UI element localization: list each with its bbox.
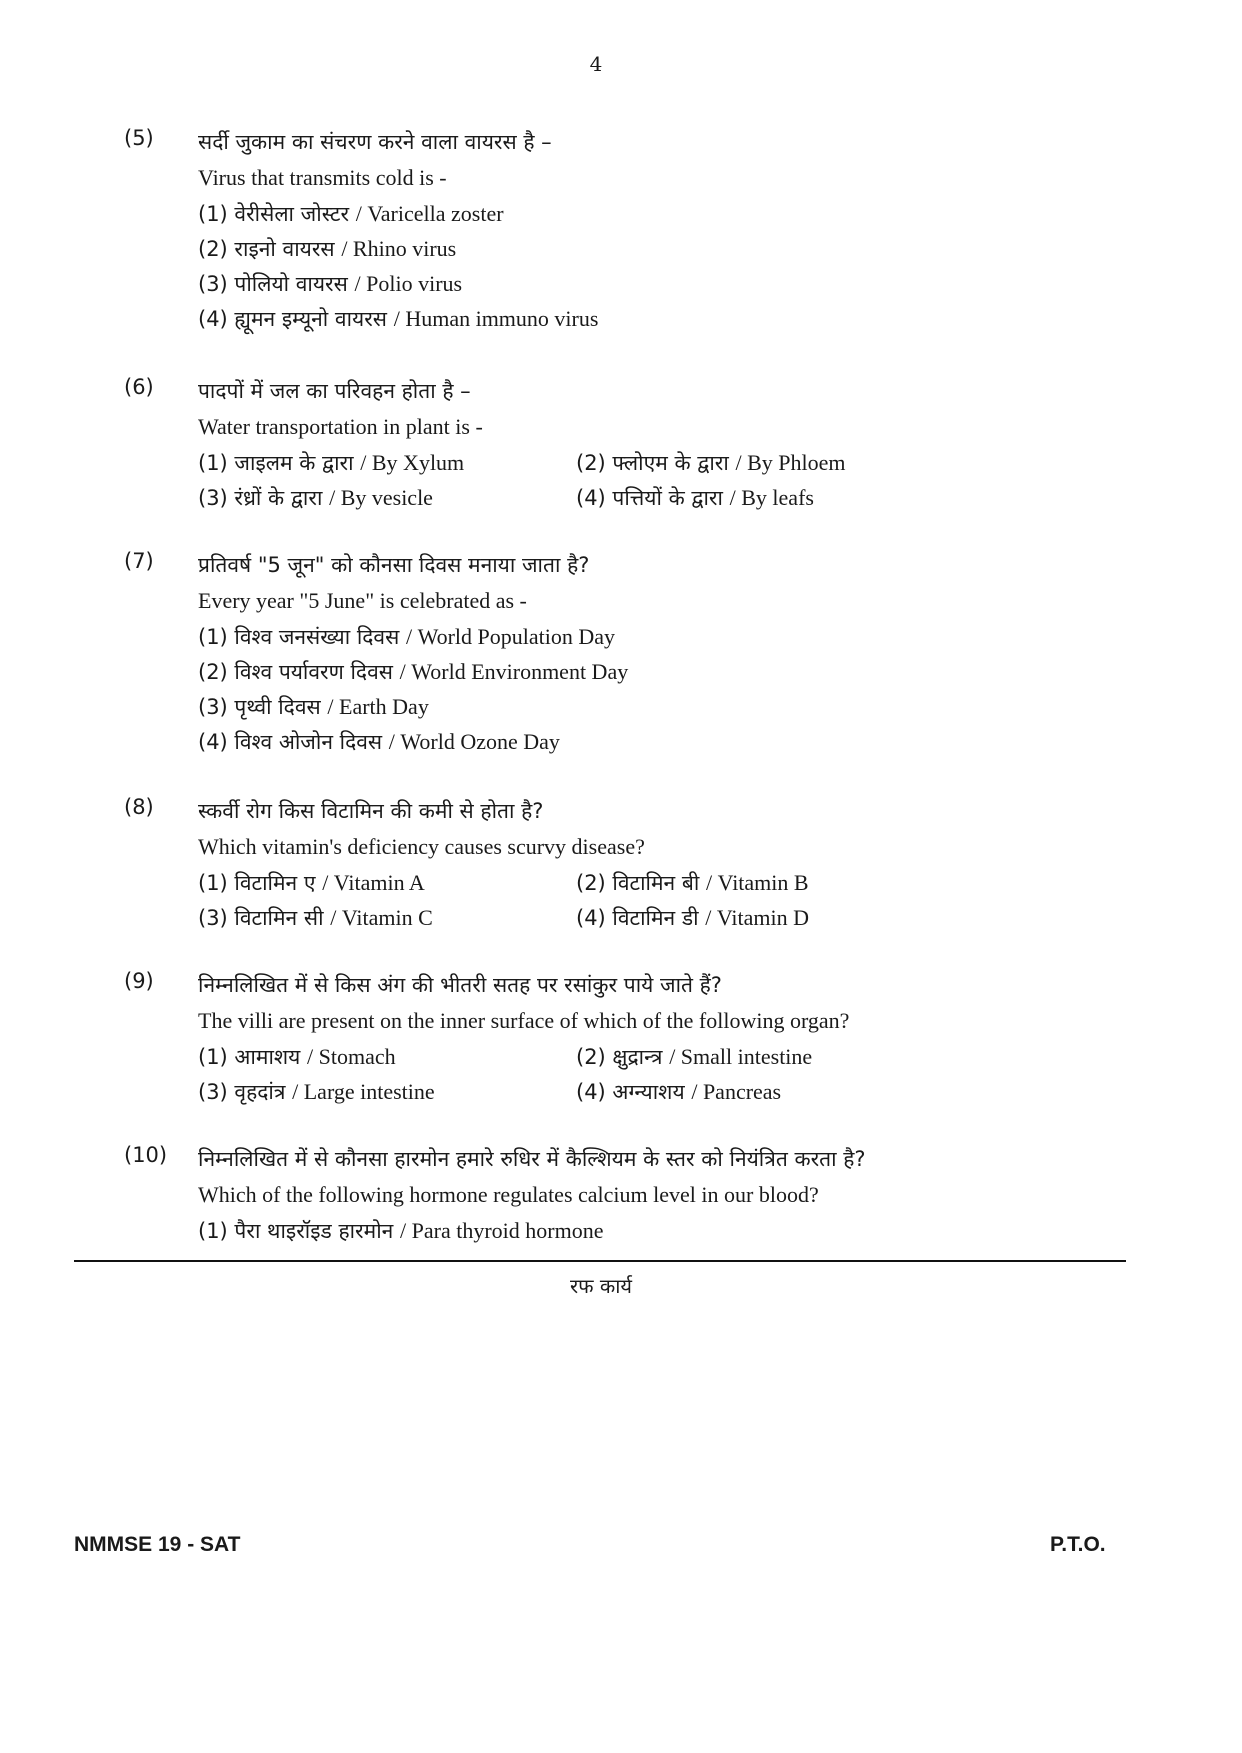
option-1: (1) विटामिन ए / Vitamin A [198, 870, 425, 895]
option-1: (1) पैरा थाइरॉइड हारमोन / Para thyroid hormone [198, 1218, 604, 1243]
option-3: (3) पृथ्वी दिवस / Earth Day [198, 694, 429, 719]
option-3: (3) रंध्रों के द्वारा / By vesicle [198, 485, 433, 510]
option-4: (4) पत्तियों के द्वारा / By leafs [576, 485, 814, 510]
question-english: Which of the following hormone regulates calcium level in our blood? [198, 1182, 819, 1207]
question-number: (6) [124, 375, 154, 399]
option-4: (4) ह्यूमन इम्यूनो वायरस / Human immuno virus [198, 306, 599, 331]
option-1: (1) जाइलम के द्वारा / By Xylum [198, 450, 465, 475]
option-3: (3) पोलियो वायरस / Polio virus [198, 271, 463, 296]
option-1: (1) आमाशय / Stomach [198, 1044, 396, 1069]
question-hindi: निम्नलिखित में से किस अंग की भीतरी सतह पर रसांकुर पाये जाते हैं? [198, 973, 722, 997]
option-3: (3) वृहदांत्र / Large intestine [198, 1079, 435, 1104]
question-hindi: प्रतिवर्ष "5 जून" को कौनसा दिवस मनाया जाता है? [198, 553, 590, 577]
question-number: (8) [124, 795, 154, 819]
question-english: Every year "5 June" is celebrated as - [198, 588, 527, 613]
option-1: (1) विश्व जनसंख्या दिवस / World Population Day [198, 624, 616, 649]
question-english: Water transportation in plant is - [198, 414, 483, 439]
question-english: The villi are present on the inner surface of which of the following organ? [198, 1008, 850, 1033]
option-4: (4) विश्व ओजोन दिवस / World Ozone Day [198, 729, 560, 754]
question-number: (5) [124, 126, 154, 150]
question-english: Which vitamin's deficiency causes scurvy disease? [198, 834, 645, 859]
question-hindi: सर्दी जुकाम का संचरण करने वाला वायरस है – [198, 130, 552, 154]
footer-exam-code: NMMSE 19 - SAT [74, 1533, 241, 1556]
option-4: (4) विटामिन डी / Vitamin D [576, 905, 810, 930]
option-2: (2) फ्लोएम के द्वारा / By Phloem [576, 450, 846, 475]
page-number: 4 [589, 52, 603, 76]
divider-line [74, 1260, 1126, 1262]
option-4: (4) अग्न्याशय / Pancreas [576, 1079, 782, 1104]
footer-pto: P.T.O. [1050, 1533, 1106, 1556]
question-hindi: स्कर्वी रोग किस विटामिन की कमी से होता है? [198, 799, 544, 823]
question-english: Virus that transmits cold is - [198, 165, 447, 190]
question-number: (7) [124, 549, 154, 573]
option-2: (2) राइनो वायरस / Rhino virus [198, 236, 457, 261]
option-3: (3) विटामिन सी / Vitamin C [198, 905, 433, 930]
question-hindi: निम्नलिखित में से कौनसा हारमोन हमारे रुधिर में कैल्शियम के स्तर को नियंत्रित करता है? [198, 1147, 866, 1171]
question-hindi: पादपों में जल का परिवहन होता है – [198, 379, 471, 403]
option-2: (2) विश्व पर्यावरण दिवस / World Environment Day [198, 659, 629, 684]
option-2: (2) क्षुद्रान्त्र / Small intestine [576, 1044, 813, 1069]
rough-work-label: रफ कार्य [569, 1274, 633, 1298]
question-number: (9) [124, 969, 154, 993]
option-2: (2) विटामिन बी / Vitamin B [576, 870, 809, 895]
option-1: (1) वेरीसेला जोस्टर / Varicella zoster [198, 201, 504, 226]
question-number: (10) [124, 1143, 168, 1167]
